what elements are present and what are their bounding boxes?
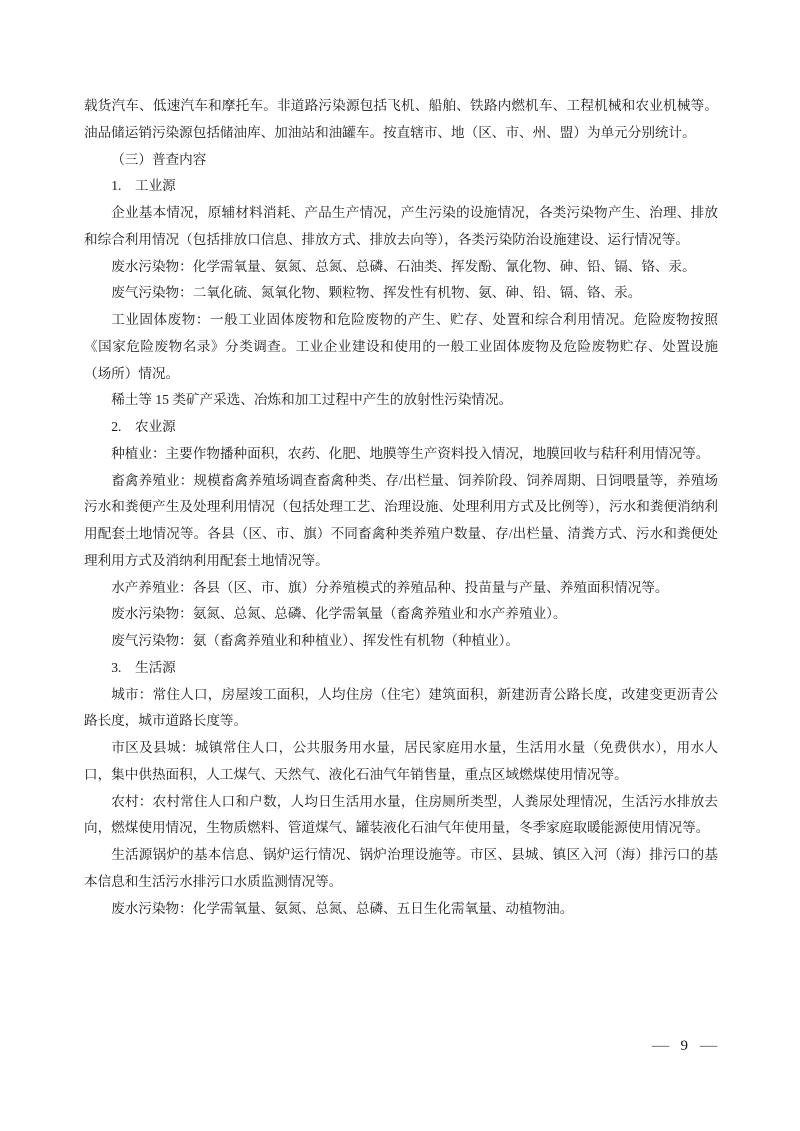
paragraph: （三）普查内容 <box>111 151 207 167</box>
paragraph: 企业基本情况，原辅材料消耗、产品生产情况，产生污染的设施情况，各类污染物产生、治理、排放和综合利用情况（包括排放口信息、排放方式、排放去向等），各类污染防治设施建设、运行情况等。 <box>84 205 718 247</box>
paragraph: 废气污染物：氨（畜禽养殖业和种植业）、挥发性有机物（种植业）。 <box>111 633 519 648</box>
paragraph: 稀土等 15 类矿产采选、冶炼和加工过程中产生的放射性污染情况。 <box>111 392 513 408</box>
page-number: 9 <box>680 1038 688 1054</box>
paragraph: 工业固体废物：一般工业固体废物和危险废物的产生、贮存、处置和综合利用情况。危险废物按照《国家危险废物名录》分类调查。工业企业建设和使用的一般工业固体废物及危险废物贮存、处置设施（场所）情况。 <box>84 312 718 381</box>
document-body <box>84 93 718 922</box>
paragraph: 1. 工业源 <box>111 178 176 194</box>
paragraph: 城市：常住人口，房屋竣工面积，人均住房（住宅）建筑面积，新建沥青公路长度，改建变更沥青公路长度，城市道路长度等。 <box>84 686 718 729</box>
paragraph: 水产养殖业：各县（区、市、旗）分养殖模式的养殖品种、投苗量与产量、养殖面积情况等。 <box>111 579 669 595</box>
paragraph: 废水污染物：化学需氧量、氨氮、总氮、总磷、石油类、挥发酚、氰化物、砷、铅、镉、铬、汞。 <box>111 258 696 274</box>
paragraph: 种植业：主要作物播种面积，农药、化肥、地膜等生产资料投入情况，地膜回收与秸秆利用情况等。 <box>111 445 710 461</box>
paragraph: 废水污染物：氨氮、总氮、总磷、化学需氧量（畜禽养殖业和水产养殖业）。 <box>111 606 567 622</box>
paragraph: 生活源锅炉的基本信息、锅炉运行情况、锅炉治理设施等。市区、县城、镇区入河（海）排污口的基本信息和生活污水排污口水质监测情况等。 <box>84 847 718 889</box>
paragraph: 废水污染物：化学需氧量、氨氮、总氮、总磷、五日生化需氧量、动植物油。 <box>111 900 574 916</box>
paragraph: 2. 农业源 <box>111 419 176 434</box>
footer-dash-right: — <box>699 1038 718 1054</box>
paragraph: 废气污染物：二氧化硫、氮氧化物、颗粒物、挥发性有机物、氨、砷、铅、镉、铬、汞。 <box>111 285 642 301</box>
paragraph: 农村：农村常住人口和户数，人均日生活用水量，住房厕所类型，人粪尿处理情况，生活污水排放去向，燃煤使用情况，生物质燃料、管道煤气、罐装液化石油气年使用量，冬季家庭取暖能源使用情况等。 <box>84 793 718 836</box>
paragraph: 3. 生活源 <box>111 659 176 675</box>
paragraph: 市区及县城：城镇常住人口，公共服务用水量，居民家庭用水量，生活用水量（免费供水），用水人口，集中供热面积，人工煤气、天然气、液化石油气年销售量，重点区域燃煤使用情况等。 <box>84 740 718 782</box>
paragraph: 载货汽车、低速汽车和摩托车。非道路污染源包括飞机、船舶、铁路内燃机车、工程机械和农业机械等。油品储运销污染源包括储油库、加油站和油罐车。按直辖市、地（区、市、州、盟）为单元分别统计。 <box>84 98 718 140</box>
footer-dash-left: — <box>651 1038 669 1054</box>
page-footer <box>653 1035 717 1057</box>
paragraph: 畜禽养殖业：规模畜禽养殖场调查畜禽种类、存/出栏量、饲养阶段、饲养周期、日饲喂量等，养殖场污水和粪便产生及处理利用情况（包括处理工艺、治理设施、处理利用方式及比例等），污水和粪便消纳利用配套土地情况等。各县（区、市、旗）不同畜禽种类养殖户数量、存/出栏量、清粪方式、污水和粪便处理利用方式及消纳利用配套土地情况等。 <box>84 472 718 568</box>
